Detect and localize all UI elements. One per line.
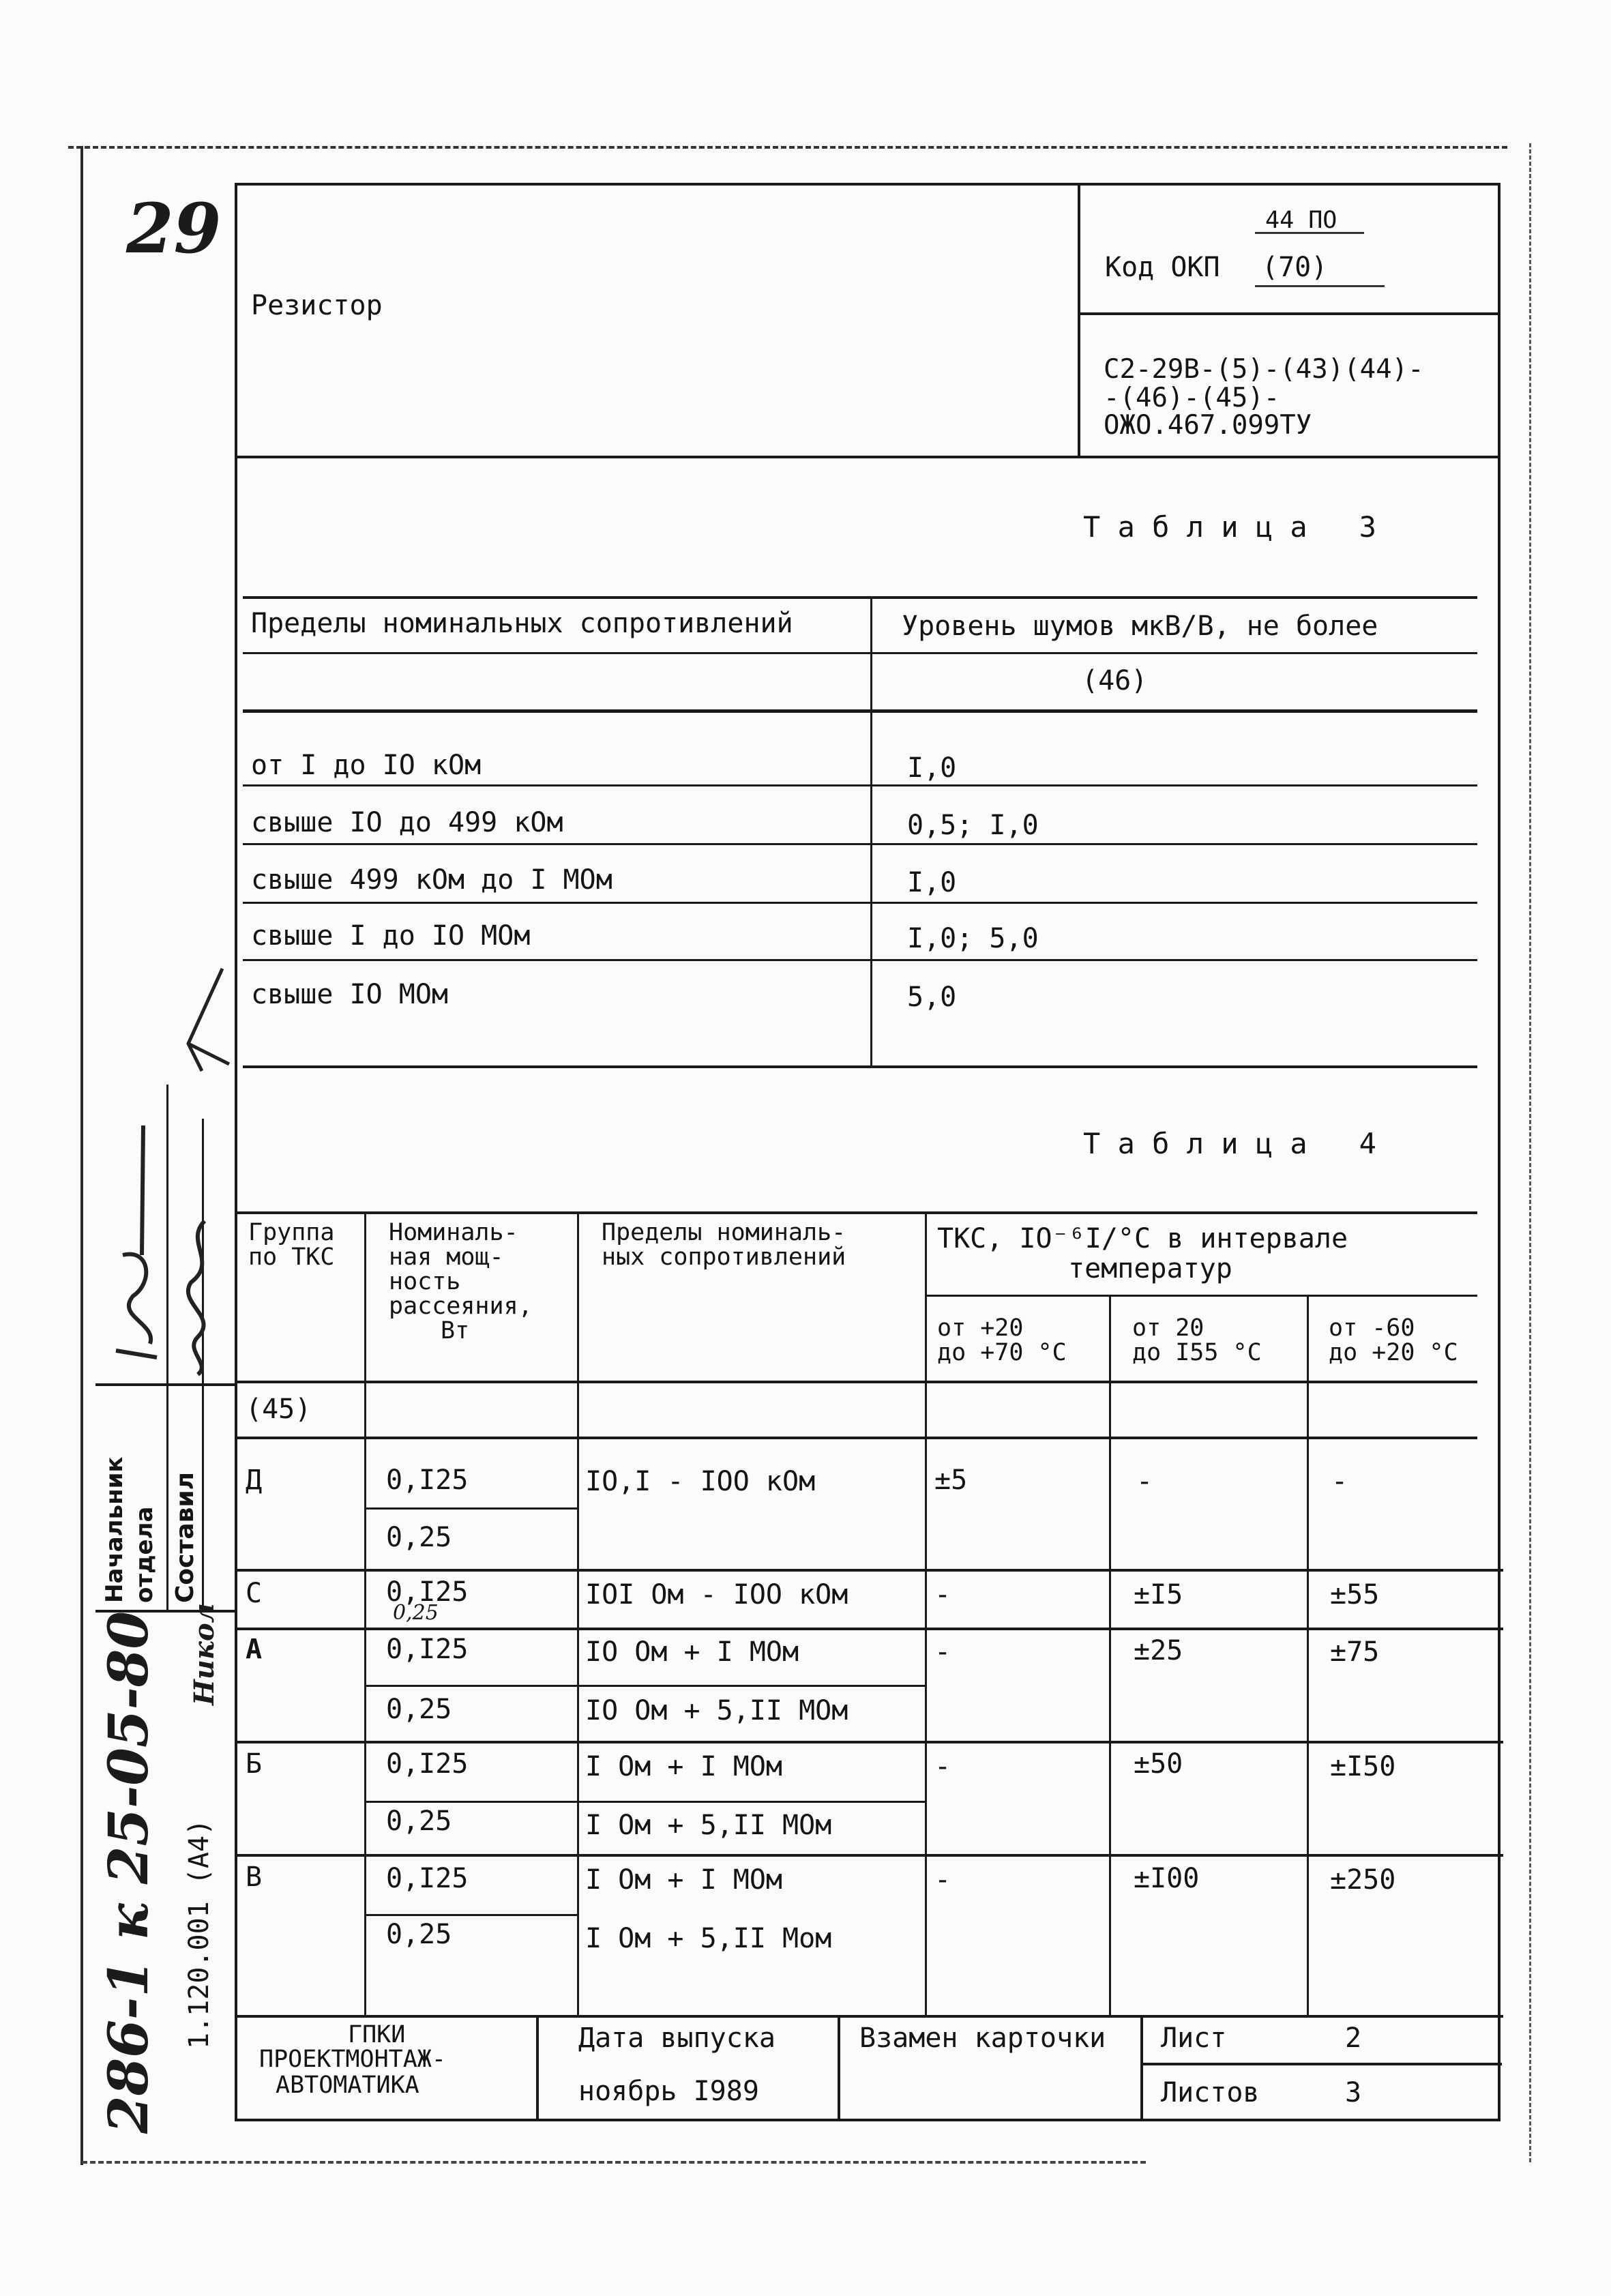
t4-header-bottom xyxy=(235,1381,1477,1383)
t4-d-r1: IO,I - IOO кОм xyxy=(585,1466,816,1497)
t3-row1-range: от I до IO кОм xyxy=(251,750,482,781)
t4-h-int1-1: от +20 xyxy=(937,1314,1024,1342)
t3-col2-header: Уровень шумов мкВ/В, не более xyxy=(902,610,1378,642)
t4-a-t3: ±75 xyxy=(1330,1636,1380,1668)
t3-header-line xyxy=(243,652,1477,654)
t4-v-t3: ±250 xyxy=(1330,1864,1396,1896)
t4-code: (45) xyxy=(246,1394,312,1425)
t4-s-group: С xyxy=(246,1578,263,1609)
t4-b-t3: ±I50 xyxy=(1330,1751,1396,1782)
t4-h-power-2: ная мощ- xyxy=(389,1243,504,1271)
margin-stamp-top xyxy=(95,1383,235,1386)
t4-h-power-4: рассеяния, xyxy=(389,1293,533,1320)
t4-s-p1-overwrite: 0,25 xyxy=(393,1601,439,1625)
t4-b-mid-line xyxy=(364,1801,925,1803)
t4-h-limits-2: ных сопротивлений xyxy=(602,1243,846,1271)
author-label: Составил xyxy=(171,1471,199,1603)
t4-a-mid-line xyxy=(364,1685,925,1687)
t4-d-t3: - xyxy=(1331,1466,1348,1497)
header-divider-vertical xyxy=(1078,183,1080,457)
t3-row4-range: свыше I до IO МОм xyxy=(251,920,531,952)
t4-h-tks-1: ТКС, IO⁻⁶I/°С в интервале xyxy=(937,1223,1348,1254)
designation-line2: -(46)-(45)- xyxy=(1104,383,1280,413)
t3-col-divider xyxy=(870,596,872,1067)
t3-row3-range: свыше 499 кОм до I МОм xyxy=(251,864,612,896)
author-signature xyxy=(171,1214,232,1378)
t4-v-t1: - xyxy=(934,1864,951,1896)
t4-v-t2: ±I00 xyxy=(1134,1863,1200,1894)
header-bottom-line xyxy=(235,456,1501,458)
t4-b-p1: 0,I25 xyxy=(386,1748,469,1780)
okp-label: Код ОКП xyxy=(1105,252,1220,283)
t4-h-int1-2: до +70 °С xyxy=(937,1339,1067,1366)
left-margin-line xyxy=(80,146,83,2165)
footer-org-1: ГПКИ xyxy=(348,2021,406,2048)
t4-h-group-1: Группа xyxy=(248,1219,335,1246)
footer-div-3 xyxy=(1140,2015,1143,2121)
bottom-dashed-border xyxy=(82,2161,1146,2164)
t4-b-p2: 0,25 xyxy=(386,1806,452,1837)
t4-code-line xyxy=(235,1437,1477,1439)
t4-v-mid-line xyxy=(364,1914,577,1916)
header-right-mid-line xyxy=(1078,312,1501,315)
t4-h-int2-2: до I55 °С xyxy=(1132,1339,1262,1366)
t4-s-t3: ±55 xyxy=(1330,1579,1380,1610)
t4-s-bottom xyxy=(235,1628,1503,1630)
t3-row2-noise: 0,5; I,0 xyxy=(907,810,1039,841)
t4-col-divider-1 xyxy=(364,1211,366,2016)
footer-sheet-value: 2 xyxy=(1345,2022,1362,2054)
t3-row3-noise: I,0 xyxy=(907,867,957,898)
t4-top-line xyxy=(235,1211,1477,1214)
designation-line3: ОЖО.467.099ТУ xyxy=(1104,410,1312,441)
t4-a-r1: IO Ом + I МОм xyxy=(585,1636,799,1668)
t4-a-group: А xyxy=(246,1634,263,1665)
footer-div-1 xyxy=(536,2015,539,2121)
t4-a-bottom xyxy=(235,1741,1503,1743)
t4-a-t2: ±25 xyxy=(1134,1635,1183,1666)
t4-s-r1: IOI Ом - IOO кОм xyxy=(585,1579,848,1610)
footer-sheets-value: 3 xyxy=(1345,2077,1362,2108)
top-dashed-border xyxy=(68,146,1507,149)
t4-d-t2: - xyxy=(1136,1466,1153,1497)
t4-d-p2: 0,25 xyxy=(386,1522,452,1553)
doc-code: 1.120.001 (А4) xyxy=(183,1819,215,2049)
t4-h-int2-1: от 20 xyxy=(1132,1314,1204,1342)
t4-h-group-2: по ТКС xyxy=(248,1243,335,1271)
t4-d-bottom xyxy=(235,1569,1503,1572)
footer-release-label: Дата выпуска xyxy=(578,2022,775,2054)
footer-sheets-label: Листов xyxy=(1161,2077,1260,2108)
t4-v-r1: I Ом + I МОм xyxy=(585,1864,782,1896)
check-mark xyxy=(161,962,236,1085)
footer-replace-label: Взамен карточки xyxy=(859,2022,1106,2054)
t3-row2-line xyxy=(243,843,1477,845)
footer-org-2: ПРОЕКТМОНТАЖ- xyxy=(259,2046,446,2073)
t4-col-divider-2 xyxy=(577,1211,579,2016)
t4-b-bottom xyxy=(235,1854,1503,1857)
t4-s-p1: 0,I25 xyxy=(386,1576,469,1608)
t4-h-power-1: Номиналь- xyxy=(389,1219,518,1246)
t4-tks-subline xyxy=(925,1295,1477,1297)
t4-h-power-3: ность xyxy=(389,1268,461,1295)
t4-h-int3-1: от -60 xyxy=(1329,1314,1415,1342)
approver-signature xyxy=(102,1119,171,1378)
sheet-number-handwritten: 29 xyxy=(126,188,222,269)
approver-label: Начальник отдела xyxy=(101,1456,158,1603)
t4-b-group: Б xyxy=(246,1748,263,1780)
okp-top-underline xyxy=(1255,232,1364,234)
t4-h-limits-1: Пределы номиналь- xyxy=(602,1219,846,1246)
t4-b-r2: I Ом + 5,II МОм xyxy=(585,1810,832,1841)
t4-v-r2: I Ом + 5,II Мом xyxy=(585,1923,832,1954)
t4-s-t2: ±I5 xyxy=(1134,1579,1183,1610)
t4-col-divider-4 xyxy=(1109,1295,1111,2016)
t3-col2-code: (46) xyxy=(1082,665,1148,696)
footer-div-2 xyxy=(838,2015,840,2121)
t3-bottom-line xyxy=(243,1065,1477,1068)
t4-d-p1: 0,I25 xyxy=(386,1465,469,1496)
t3-code-line xyxy=(243,709,1477,713)
t4-b-t1: - xyxy=(934,1751,951,1782)
t4-s-t1: - xyxy=(934,1579,951,1610)
t3-top-line xyxy=(243,596,1477,599)
t4-v-p2: 0,25 xyxy=(386,1919,452,1950)
t4-b-r1: I Ом + I МОм xyxy=(585,1751,782,1782)
t4-b-t2: ±50 xyxy=(1134,1748,1183,1780)
t4-col-divider-3 xyxy=(925,1211,927,2016)
t3-row5-noise: 5,0 xyxy=(907,982,957,1013)
t4-a-p1: 0,I25 xyxy=(386,1634,469,1665)
table4-caption: Т а б л и ц а 4 xyxy=(1083,1127,1376,1160)
footer-sheet-line xyxy=(1140,2063,1502,2065)
t4-h-power-5: Вт xyxy=(441,1317,470,1344)
t3-row5-range: свыше IO МОм xyxy=(251,979,448,1010)
footer-release-date: ноябрь I989 xyxy=(578,2076,759,2107)
product-name: Резистор xyxy=(251,290,383,321)
t4-a-t1: - xyxy=(934,1636,951,1668)
table3-caption: Т а б л и ц а 3 xyxy=(1083,510,1376,544)
t4-h-tks-2: температур xyxy=(1068,1253,1232,1284)
okp-code-top: 44 ПО xyxy=(1265,207,1337,234)
designation-line1: С2-29В-(5)-(43)(44)- xyxy=(1104,354,1424,385)
t3-row1-line xyxy=(243,784,1477,786)
t4-a-p2: 0,25 xyxy=(386,1694,452,1725)
t3-row4-line xyxy=(243,959,1477,961)
t3-row1-noise: I,0 xyxy=(907,752,957,784)
t4-d-group: Д xyxy=(246,1465,263,1496)
t3-col1-header: Пределы номинальных сопротивлений xyxy=(251,608,793,639)
okp-code: (70) xyxy=(1262,252,1328,283)
t4-a-r2: IO Ом + 5,II МОм xyxy=(585,1695,848,1726)
t4-col-divider-5 xyxy=(1307,1295,1309,2016)
t4-d-mid-line xyxy=(364,1507,577,1510)
right-edge-line xyxy=(1529,143,1531,2162)
footer-sheet-label: Лист xyxy=(1161,2022,1227,2054)
footer-top-line xyxy=(235,2015,1503,2018)
t4-v-p1: 0,I25 xyxy=(386,1863,469,1894)
footer-org-3: АВТОМАТИКА xyxy=(276,2072,419,2099)
handwritten-sign-small: Никол xyxy=(188,1603,220,1705)
okp-code-underline xyxy=(1255,285,1385,287)
t3-row2-range: свыше IO до 499 кОм xyxy=(251,807,563,838)
t4-v-group: В xyxy=(246,1861,263,1893)
t4-d-t1: ±5 xyxy=(934,1465,968,1496)
t3-row4-noise: I,0; 5,0 xyxy=(907,923,1039,954)
t4-h-int3-2: до +20 °С xyxy=(1329,1339,1458,1366)
t3-row3-line xyxy=(243,902,1477,904)
handwritten-number: 286-1 к 25-05-80 xyxy=(96,1610,160,2134)
